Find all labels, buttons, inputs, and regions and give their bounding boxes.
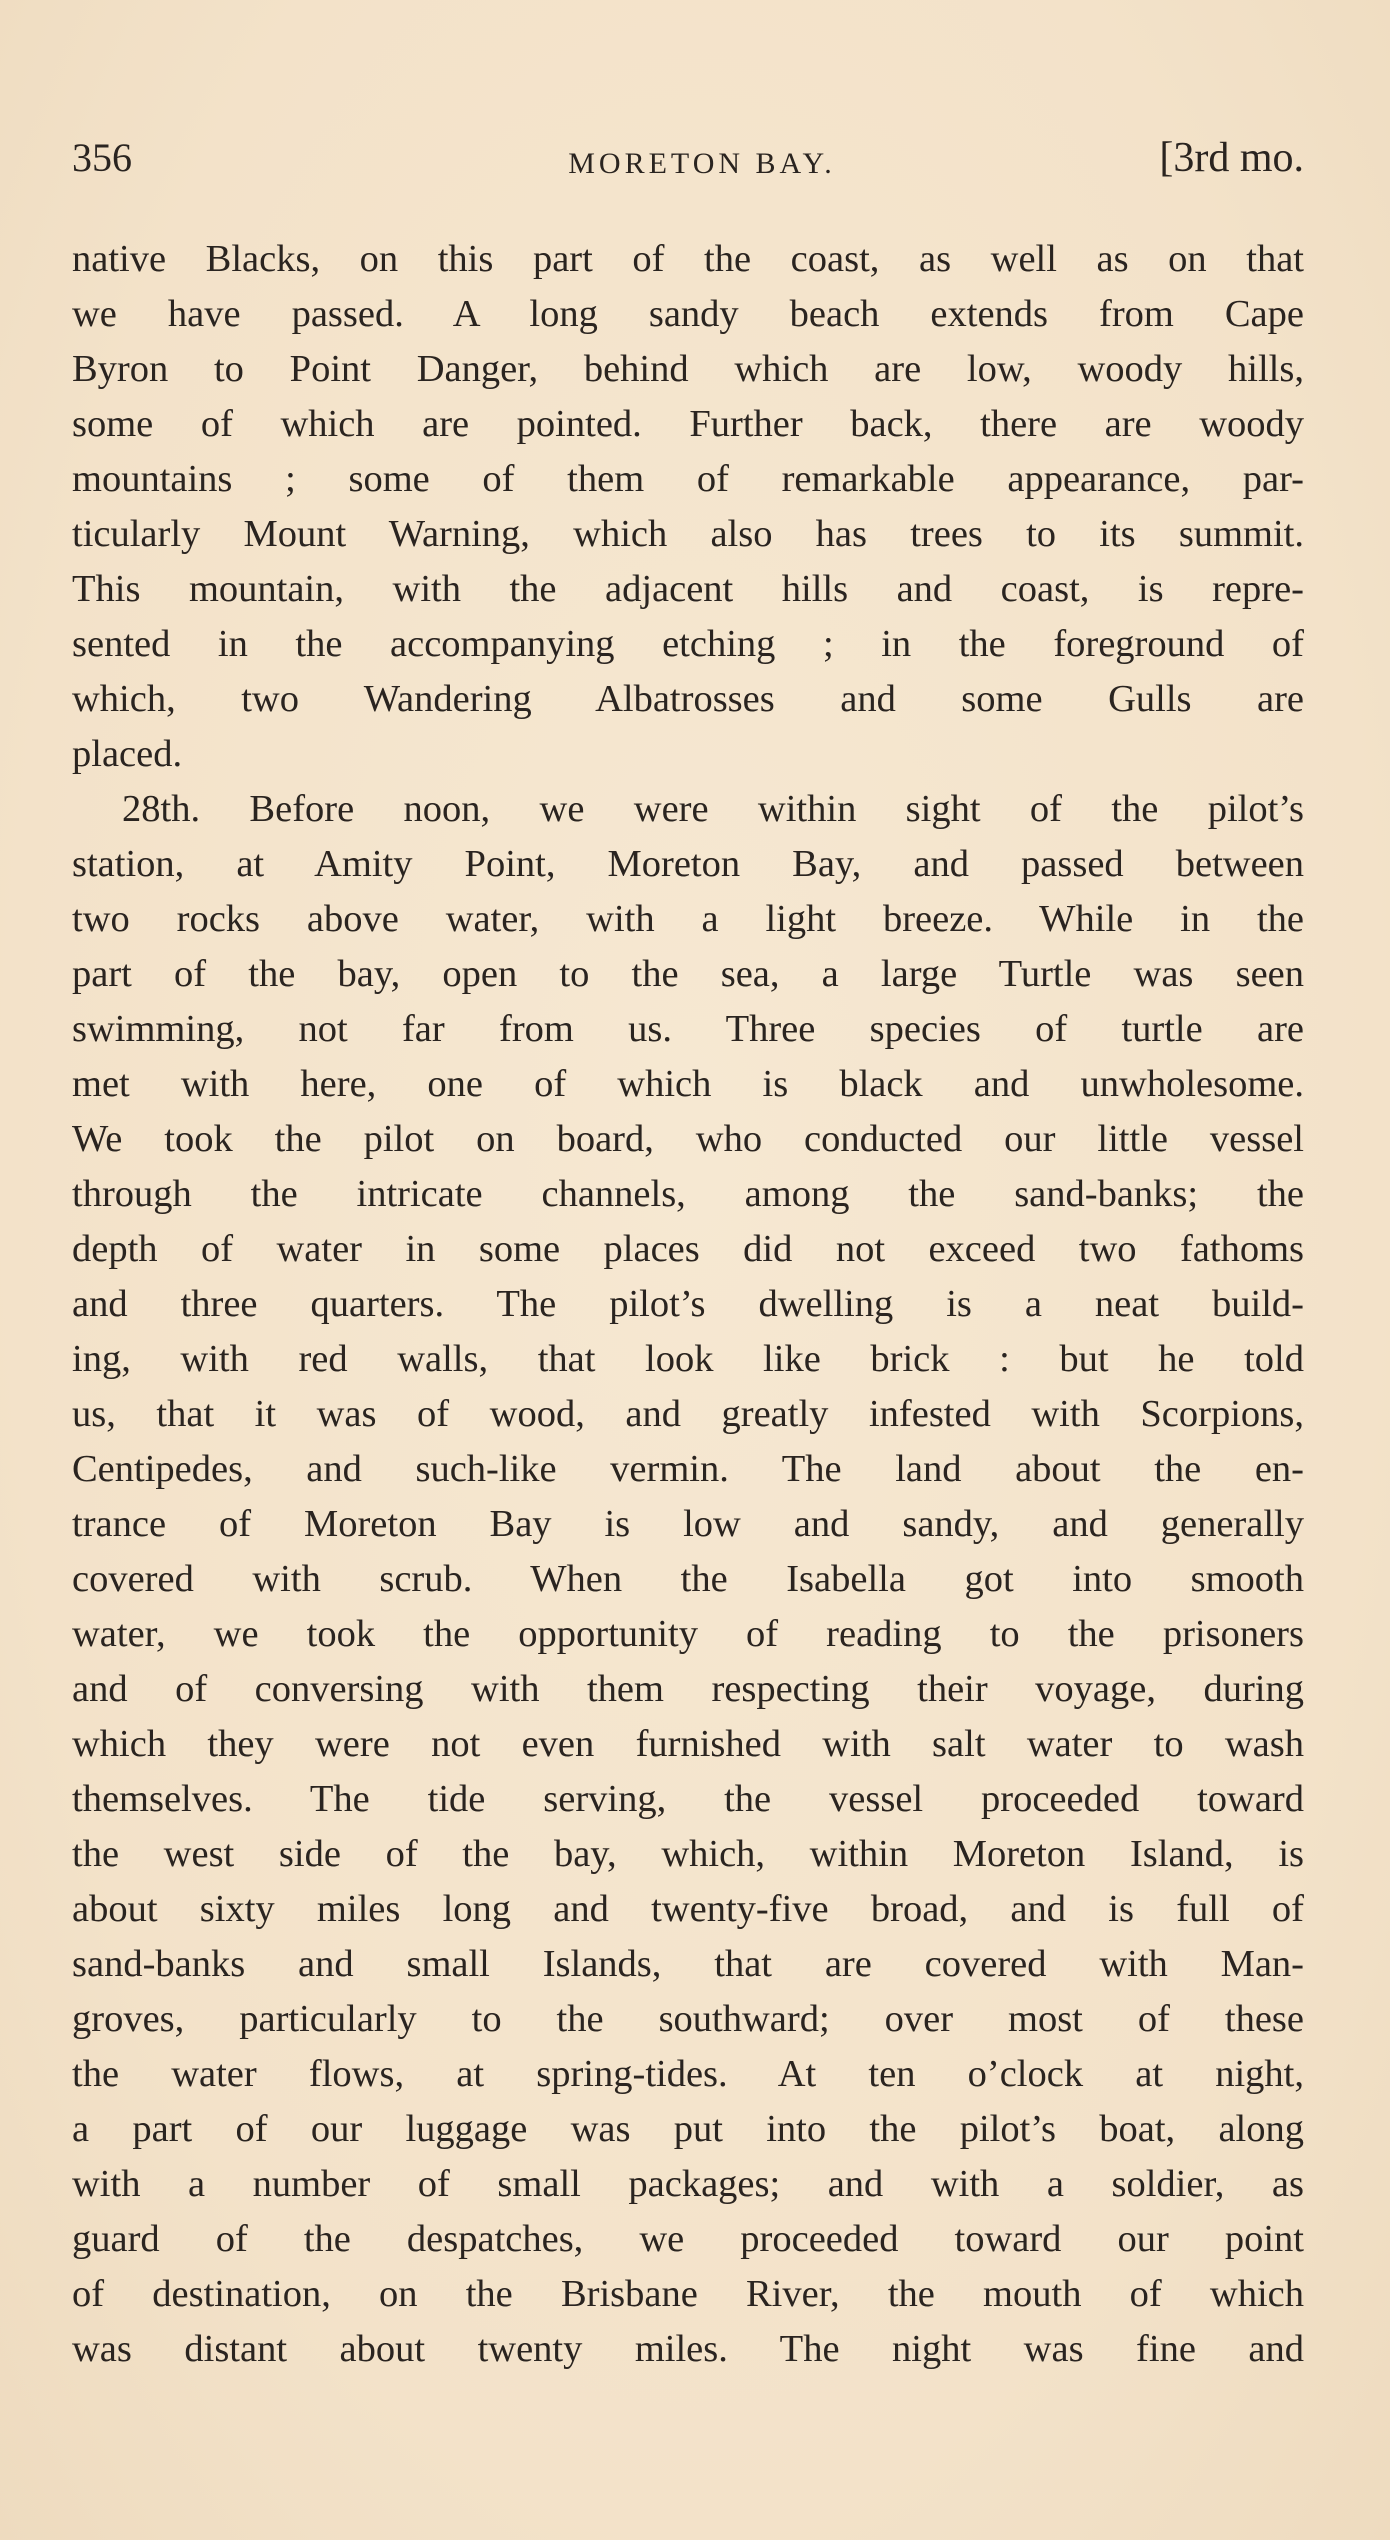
text-line: and three quarters. The pilot’s dwelling is a neat build-	[72, 1283, 1304, 1325]
text-line: ing, with red walls, that look like brick : but he told	[72, 1338, 1304, 1380]
text-line: with a number of small packages; and with a soldier, as	[72, 2163, 1304, 2205]
text-line: two rocks above water, with a light breeze. While in the	[72, 898, 1304, 940]
text-line: groves, particularly to the southward; over most of these	[72, 1998, 1304, 2040]
text-line: sented in the accompanying etching ; in the foreground of	[72, 623, 1304, 665]
text-line: mountains ; some of them of remarkable appearance, par-	[72, 458, 1304, 500]
text-line: we have passed. A long sandy beach extends from Cape	[72, 293, 1304, 335]
text-line: native Blacks, on this part of the coast, as well as on that	[72, 238, 1304, 280]
text-line: Byron to Point Danger, behind which are low, woody hills,	[72, 348, 1304, 390]
text-line: 28th. Before noon, we were within sight of the pilot’s	[122, 788, 1304, 830]
text-line: trance of Moreton Bay is low and sandy, and generally	[72, 1503, 1304, 1545]
text-line: guard of the despatches, we proceeded toward our point	[72, 2218, 1304, 2260]
text-line: depth of water in some places did not exceed two fathoms	[72, 1228, 1304, 1270]
text-line: through the intricate channels, among the sand-banks; the	[72, 1173, 1304, 1215]
text-line: about sixty miles long and twenty-five broad, and is full of	[72, 1888, 1304, 1930]
text-line: covered with scrub. When the Isabella got into smooth	[72, 1558, 1304, 1600]
text-line: was distant about twenty miles. The night was fine and	[72, 2328, 1304, 2370]
text-line: of destination, on the Brisbane River, the mouth of which	[72, 2273, 1304, 2315]
body-text	[72, 232, 1304, 2377]
text-line: water, we took the opportunity of reading to the prisoners	[72, 1613, 1304, 1655]
text-line: swimming, not far from us. Three species of turtle are	[72, 1008, 1304, 1050]
text-line: ticularly Mount Warning, which also has trees to its summit.	[72, 513, 1304, 555]
text-line: a part of our luggage was put into the pilot’s boat, along	[72, 2108, 1304, 2150]
running-date: [3rd mo.	[1159, 135, 1304, 181]
text-line: placed.	[72, 733, 183, 775]
text-line: us, that it was of wood, and greatly infested with Scorpions,	[72, 1393, 1304, 1435]
text-line: part of the bay, open to the sea, a large Turtle was seen	[72, 953, 1304, 995]
text-line: and of conversing with them respecting their voyage, during	[72, 1668, 1304, 1710]
text-line: which they were not even furnished with salt water to wash	[72, 1723, 1304, 1765]
text-line: which, two Wandering Albatrosses and some Gulls are	[72, 678, 1304, 720]
text-line: sand-banks and small Islands, that are covered with Man-	[72, 1943, 1304, 1985]
text-line: We took the pilot on board, who conducted our little vessel	[72, 1118, 1304, 1160]
text-line: station, at Amity Point, Moreton Bay, and passed between	[72, 843, 1304, 885]
text-line: the west side of the bay, which, within Moreton Island, is	[72, 1833, 1304, 1875]
text-line: themselves. The tide serving, the vessel proceeded toward	[72, 1778, 1304, 1820]
text-line: met with here, one of which is black and unwholesome.	[72, 1063, 1304, 1105]
text-line: Centipedes, and such-like vermin. The land about the en-	[72, 1448, 1304, 1490]
text-line: the water flows, at spring-tides. At ten o’clock at night,	[72, 2053, 1304, 2095]
page-number: 356	[72, 135, 132, 180]
text-line: This mountain, with the adjacent hills and coast, is repre-	[72, 568, 1304, 610]
running-title: MORETON BAY.	[568, 147, 836, 180]
page-header	[72, 128, 1304, 188]
text-line: some of which are pointed. Further back, there are woody	[72, 403, 1304, 445]
